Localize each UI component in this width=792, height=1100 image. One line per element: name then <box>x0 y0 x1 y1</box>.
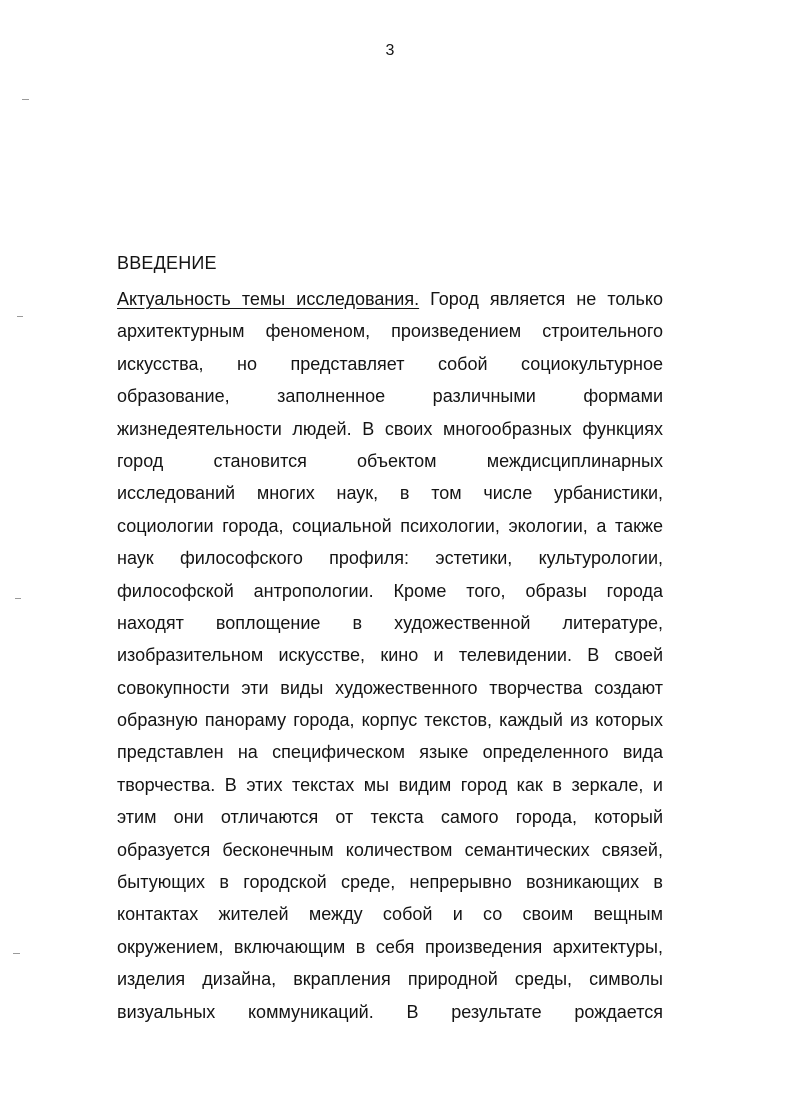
paragraph-line: совокупности эти виды художественного творчества создают <box>117 677 663 698</box>
paragraph-line: образную панораму города, корпус текстов, каждый из которых <box>117 710 663 731</box>
paragraph-line: философской антропологии. Кроме того, образы города <box>117 580 663 601</box>
scan-artifact-mark <box>13 953 20 954</box>
paragraph-line: контактах жителей между собой и со своим вещным <box>117 904 663 925</box>
paragraph-line: образование, заполненное различными формами <box>117 386 663 407</box>
paragraph-line: изобразительном искусстве, кино и телевидении. В своей <box>117 645 663 666</box>
paragraph-line: искусства, но представляет собой социокультурное <box>117 353 663 374</box>
paragraph-line: образуется бесконечным количеством семантических связей, <box>117 839 663 860</box>
paragraph-line: город становится объектом междисциплинарных <box>117 450 663 471</box>
paragraph-line: окружением, включающим в себя произведения архитектуры, <box>117 936 663 957</box>
paragraph-line: творчества. В этих текстах мы видим город как в зеркале, и <box>117 774 663 795</box>
paragraph-line: бытующих в городской среде, непрерывно возникающих в <box>117 872 663 893</box>
lead-rest-text: Город является не только <box>419 289 663 309</box>
scan-artifact-mark <box>17 316 23 317</box>
paragraph-line: находят воплощение в художественной литературе, <box>117 612 663 633</box>
paragraph-line: этим они отличаются от текста самого города, который <box>117 807 663 828</box>
section-heading: ВВЕДЕНИЕ <box>117 253 217 273</box>
paragraph-line: социологии города, социальной психологии, экологии, а также <box>117 515 663 536</box>
underlined-lead-phrase: Актуальность темы исследования. <box>117 289 420 309</box>
paragraph-line: исследований многих наук, в том числе урбанистики, <box>117 483 663 504</box>
paragraph-line: представлен на специфическом языке определенного вида <box>117 742 663 763</box>
page-number: 3 <box>385 42 395 59</box>
paragraph <box>117 283 663 1028</box>
paragraph-line: жизнедеятельности людей. В своих многообразных функциях <box>117 418 663 439</box>
scan-artifact-mark <box>15 598 21 599</box>
paragraph-line <box>117 283 663 315</box>
paragraph-line: архитектурным феноменом, произведением строительного <box>117 321 663 342</box>
scan-artifact-mark <box>22 99 29 100</box>
paragraph-line: изделия дизайна, вкрапления природной среды, символы <box>117 969 663 990</box>
paragraph-line: наук философского профиля: эстетики, культурологии, <box>117 548 663 569</box>
paragraph-line: визуальных коммуникаций. В результате рождается <box>117 1001 663 1022</box>
